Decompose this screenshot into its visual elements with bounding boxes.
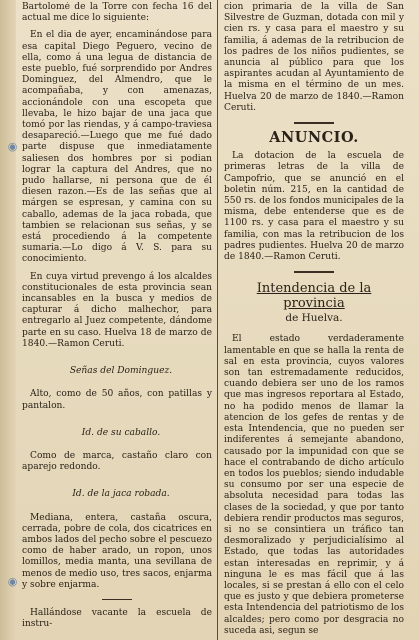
left-column bbox=[22, 2, 212, 638]
divider-rule bbox=[294, 271, 334, 273]
intendencia-title: Intendencia de la provincia bbox=[256, 281, 372, 312]
caballo-text: Como de marca, castaño claro con aparejo redondo. bbox=[22, 450, 212, 473]
intendencia-subtitle: de Huelva. bbox=[285, 312, 343, 325]
paragraph-escuela: cion primaria de la villa de San Silvestre de Guzman, dotada con mil y cien rs. y casa para el maestro y su familia, á ademas de la retribucion de los padres de los niños pudientes, se anuncia al público para que los aspirantes acudan al Ayuntamiento de la misma en el término de un mes. Huelva 20 de marzo de 1840.—Ramon Ceruti. bbox=[224, 2, 404, 113]
intendencia-text: El estado verdaderamente lamentable en que se halla la renta de sal en esta provincia, cuyos valores son tan estremadamente reducidos, cuando debiera ser uno de los ramos que mas ingresos reportara al Estado, no ha podido menos de llamar la atencion de los gefes de rentas y de esta Intendencia, que no pueden ser indiferentes á semejante abandono, causado por la impunidad con que se hace el contrabando de dicho artículo en todos los pueblos; siendo indudable su consumo por ser una especie de absoluta necesidad para todas las clases de la sociedad, y que por tanto debiera rendir productos mas seguros, si no se consintiera un tráfico tan desmoralizado y perjudicialísimo al Estado, que todas las autoridades estan interesadas en reprimir, y á ninguna le es mas fácil que á las locales, si se prestan á ello con el celo que es justo y que debiera prometerse esta Intendencia del patriotismo de los alcaldes; pero como por desgracia no suceda asi, segun se bbox=[224, 334, 404, 636]
heading-senas: Señas del Dominguez. bbox=[69, 366, 173, 377]
paragraph-order: En cuya virtud prevengo á los alcaldes constitucionales de esta provincia sean incansables en la busca y medios de capturar á dicho malhechor, para entregarlo al Juez competente, dándome parte en su caso. Huelva 18 de marzo de 1840.—Ramon Ceruti. bbox=[22, 271, 212, 349]
library-stamp-icon: ◉ bbox=[6, 140, 19, 153]
heading-jaca: Id. de la jaca robada. bbox=[72, 489, 170, 500]
divider-rule bbox=[294, 122, 334, 124]
senas-text: Alto, como de 50 años, con patillas y pantalon. bbox=[22, 389, 212, 411]
jaca-text: Mediana, entera, castaña oscura, cerrada, pobre de cola, dos cicatrices en ambos lados del pecho sobre el pescuezo como de haber arado, un ropon, unos lomillos, media manta, una sevillana de menos de medio uso, tres sacos, enjarma y sobre enjarma. bbox=[22, 512, 212, 590]
heading-caballo: Id. de su caballo. bbox=[81, 427, 161, 438]
paragraph-report: En el dia de ayer, encaminándose para esa capital Diego Peguero, vecino de ella, como á una legua de distancia de este pueblo, fué sorprendido por Andres Dominguez, del Almendro, que le acompañaba, y con amenazas, accionándole con una escopeta que llevaba, le hizo bajar de una jaca que tomó por las riendas, y á campo-traviesa desapareció.—Luego que me fué dado parte dispuse que inmediatamente saliesen dos hombres por si podian lograr la captura del Andres, que no pudo hallarse, ni persona que de él diesen razon.—Es de las señas que al márgen se espresan, y camina con su caballo, ademas de la jaca robada, que tambien se relacionan sus señas, y se está procediendo á la competente sumaria.—Lo digo á V. S. para su conocimiento. bbox=[22, 30, 212, 265]
paragraph-opening: Bartolomé de la Torre con fecha 16 del actual me dice lo siguiente: bbox=[22, 2, 212, 24]
column-divider bbox=[217, 0, 218, 640]
library-stamp-icon: ◉ bbox=[6, 575, 19, 588]
right-column bbox=[224, 2, 404, 638]
anuncio-text: La dotacion de la escuela de primeras letras de la villa de Campofrio, que se anunció en el boletin núm. 215, en la cantidad de 550 rs. de los fondos municipales de la misma, debe entenderse que es de 1100 rs. y casa para el maestro y su familia, con mas la retribucion de los padres pudientes. Huelva 20 de marzo de 1840.—Ramon Ceruti. bbox=[224, 151, 404, 263]
anuncio-title: ANUNCIO. bbox=[269, 129, 359, 147]
paragraph-continuation: Hallándose vacante la escuela de instru- bbox=[22, 607, 212, 630]
page-fold-shadow bbox=[0, 0, 19, 640]
divider-rule bbox=[102, 599, 132, 600]
